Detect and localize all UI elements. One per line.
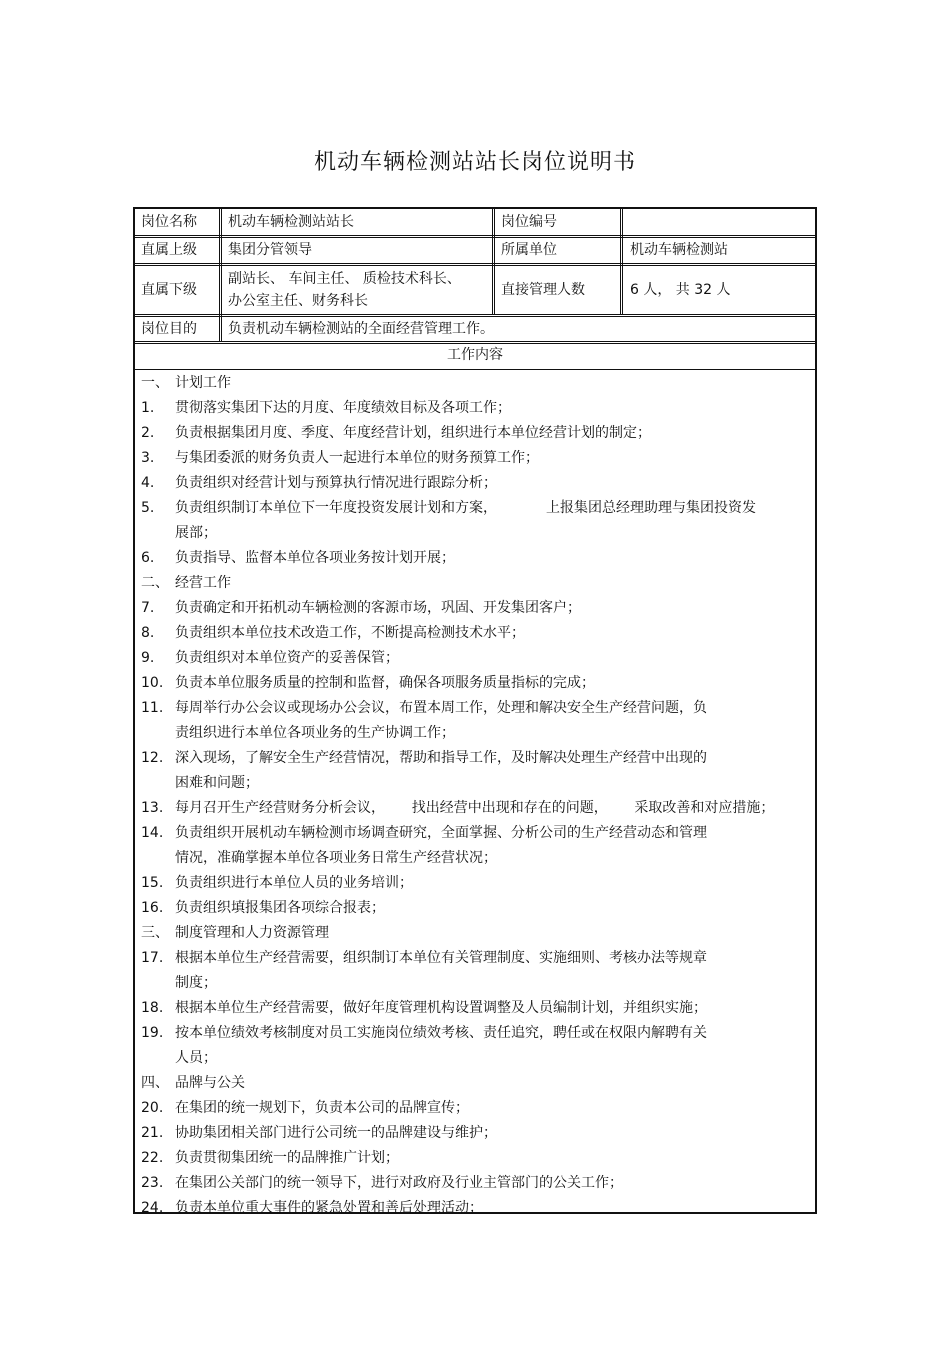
item-text: 经营工作 — [175, 575, 231, 591]
item-text: 负责贯彻集团统一的品牌推广计划； — [175, 1150, 399, 1166]
list-item — [141, 1121, 811, 1146]
item-number: 4. — [141, 475, 155, 491]
item-text: 情况，准确掌握本单位各项业务日常生产经营状况； — [175, 850, 497, 866]
item-number: 四、 — [141, 1075, 169, 1091]
section-heading — [141, 1071, 811, 1096]
subordinates-line-1: 副站长、 车间主任、 质检技术科长、 — [228, 271, 461, 287]
list-item — [141, 746, 811, 771]
item-number: 24. — [141, 1200, 164, 1216]
item-text: 制度管理和人力资源管理 — [175, 925, 329, 941]
item-number: 13. — [141, 800, 164, 816]
document-title: 机动车辆检测站站长岗位说明书 — [313, 150, 636, 175]
item-number: 5. — [141, 500, 155, 516]
list-item — [141, 496, 811, 521]
subordinates-line-2: 办公室主任、财务科长 — [228, 293, 368, 309]
item-number: 三、 — [141, 925, 169, 941]
item-text: 深入现场，了解安全生产经营情况，帮助和指导工作，及时解决处理生产经营中出现的 — [175, 750, 707, 766]
item-text: 负责组织对经营计划与预算执行情况进行跟踪分析； — [175, 475, 497, 491]
item-number: 2. — [141, 425, 155, 441]
value-unit: 机动车辆检测站 — [630, 242, 728, 258]
list-item — [141, 1021, 811, 1046]
list-item — [141, 1146, 811, 1171]
value-job-purpose: 负责机动车辆检测站的全面经营管理工作。 — [228, 320, 494, 337]
item-number: 17. — [141, 950, 164, 966]
item-text: 负责组织填报集团各项综合报表； — [175, 900, 385, 916]
column-divider — [492, 209, 495, 315]
item-text: 人员； — [175, 1050, 217, 1066]
item-text: 贯彻落实集团下达的月度、年度绩效目标及各项工作； — [175, 400, 511, 416]
item-number: 12. — [141, 750, 164, 766]
section-heading — [141, 371, 811, 396]
item-number: 8. — [141, 625, 155, 641]
item-text: 按本单位绩效考核制度对员工实施岗位绩效考核、责任追究，聘任或在权限内解聘有关 — [175, 1025, 707, 1041]
list-item — [141, 421, 811, 446]
list-item — [141, 1096, 811, 1121]
item-number: 9. — [141, 650, 155, 666]
item-text: 每月召开生产经营财务分析会议， 找出经营中出现和存在的问题， 采取改善和对应措施； — [175, 800, 775, 816]
item-number: 11. — [141, 700, 164, 716]
item-number: 15. — [141, 875, 164, 891]
item-text: 负责组织制订本单位下一年度投资发展计划和方案， 上报集团总经理助理与集团投资发 — [175, 500, 756, 516]
item-text: 负责本单位重大事件的紧急处置和善后处理活动； — [175, 1200, 483, 1216]
item-text: 负责组织开展机动车辆检测市场调查研究，全面掌握、分析公司的生产经营动态和管理 — [175, 825, 707, 841]
item-text: 每周举行办公会议或现场办公会议，布置本周工作，处理和解决安全生产经营问题，负 — [175, 700, 707, 716]
item-text: 负责组织进行本单位人员的业务培训； — [175, 875, 413, 891]
item-number: 20. — [141, 1100, 164, 1116]
item-text: 负责确定和开拓机动车辆检测的客源市场，巩固、开发集团客户； — [175, 600, 581, 616]
label-managed-count: 直接管理人数 — [501, 282, 585, 298]
list-item — [141, 1171, 811, 1196]
item-text: 协助集团相关部门进行公司统一的品牌建设与维护； — [175, 1125, 497, 1141]
item-text: 在集团的统一规划下，负责本公司的品牌宣传； — [175, 1100, 469, 1116]
list-item — [141, 646, 811, 671]
list-item-continuation — [141, 721, 811, 746]
work-content-list — [141, 371, 811, 1221]
label-job-purpose: 岗位目的 — [141, 320, 197, 337]
item-number: 18. — [141, 1000, 164, 1016]
list-item — [141, 946, 811, 971]
value-job-title: 机动车辆检测站站长 — [228, 214, 354, 230]
item-text: 在集团公关部门的统一领导下，进行对政府及行业主管部门的公关工作； — [175, 1175, 623, 1191]
label-subordinates: 直属下级 — [141, 282, 197, 298]
item-text: 计划工作 — [175, 375, 231, 391]
list-item — [141, 621, 811, 646]
label-job-code: 岗位编号 — [501, 214, 557, 230]
item-text: 负责组织对本单位资产的妥善保管； — [175, 650, 399, 666]
list-item — [141, 871, 811, 896]
value-managed-count: 6 人， 共 32 人 — [630, 282, 731, 298]
item-text: 与集团委派的财务负责人一起进行本单位的财务预算工作； — [175, 450, 539, 466]
list-item-continuation — [141, 521, 811, 546]
job-description-table — [133, 207, 817, 1214]
list-item — [141, 471, 811, 496]
list-item — [141, 996, 811, 1021]
label-unit: 所属单位 — [501, 242, 557, 258]
column-divider — [219, 209, 222, 341]
list-item-continuation — [141, 846, 811, 871]
label-direct-superior: 直属上级 — [141, 242, 197, 258]
item-number: 22. — [141, 1150, 164, 1166]
list-item — [141, 821, 811, 846]
item-number: 7. — [141, 600, 155, 616]
item-text: 制度； — [175, 975, 217, 991]
section-heading — [141, 571, 811, 596]
item-number: 10. — [141, 675, 164, 691]
item-text: 负责本单位服务质量的控制和监督，确保各项服务质量指标的完成； — [175, 675, 595, 691]
list-item — [141, 696, 811, 721]
item-text: 展部； — [175, 525, 217, 541]
item-number: 23. — [141, 1175, 164, 1191]
list-item-continuation — [141, 771, 811, 796]
row-divider — [135, 369, 815, 370]
value-job-code — [630, 209, 810, 235]
value-direct-superior: 集团分管领导 — [228, 242, 312, 258]
list-item — [141, 796, 811, 821]
list-item — [141, 671, 811, 696]
item-text: 困难和问题； — [175, 775, 259, 791]
item-text: 负责根据集团月度、季度、年度经营计划，组织进行本单位经营计划的制定； — [175, 425, 651, 441]
item-text: 责组织进行本单位各项业务的生产协调工作； — [175, 725, 455, 741]
item-number: 二、 — [141, 575, 169, 591]
column-divider — [620, 209, 623, 315]
list-item — [141, 446, 811, 471]
list-item — [141, 396, 811, 421]
item-number: 21. — [141, 1125, 164, 1141]
list-item-continuation — [141, 1046, 811, 1071]
item-number: 一、 — [141, 375, 169, 391]
item-text: 负责指导、监督本单位各项业务按计划开展； — [175, 550, 455, 566]
value-subordinates — [228, 266, 490, 314]
section-heading — [141, 921, 811, 946]
item-text: 根据本单位生产经营需要，做好年度管理机构设置调整及人员编制计划，并组织实施； — [175, 1000, 707, 1016]
item-text: 品牌与公关 — [175, 1075, 245, 1091]
section-title-work-content: 工作内容 — [447, 347, 503, 363]
item-text: 根据本单位生产经营需要，组织制订本单位有关管理制度、实施细则、考核办法等规章 — [175, 950, 707, 966]
item-number: 3. — [141, 450, 155, 466]
item-number: 19. — [141, 1025, 164, 1041]
list-item — [141, 1196, 811, 1221]
list-item — [141, 596, 811, 621]
list-item-continuation — [141, 971, 811, 996]
item-number: 1. — [141, 400, 155, 416]
list-item — [141, 546, 811, 571]
label-job-title: 岗位名称 — [141, 214, 197, 230]
item-text: 负责组织本单位技术改造工作，不断提高检测技术水平； — [175, 625, 525, 641]
item-number: 14. — [141, 825, 164, 841]
list-item — [141, 896, 811, 921]
item-number: 6. — [141, 550, 155, 566]
item-number: 16. — [141, 900, 164, 916]
